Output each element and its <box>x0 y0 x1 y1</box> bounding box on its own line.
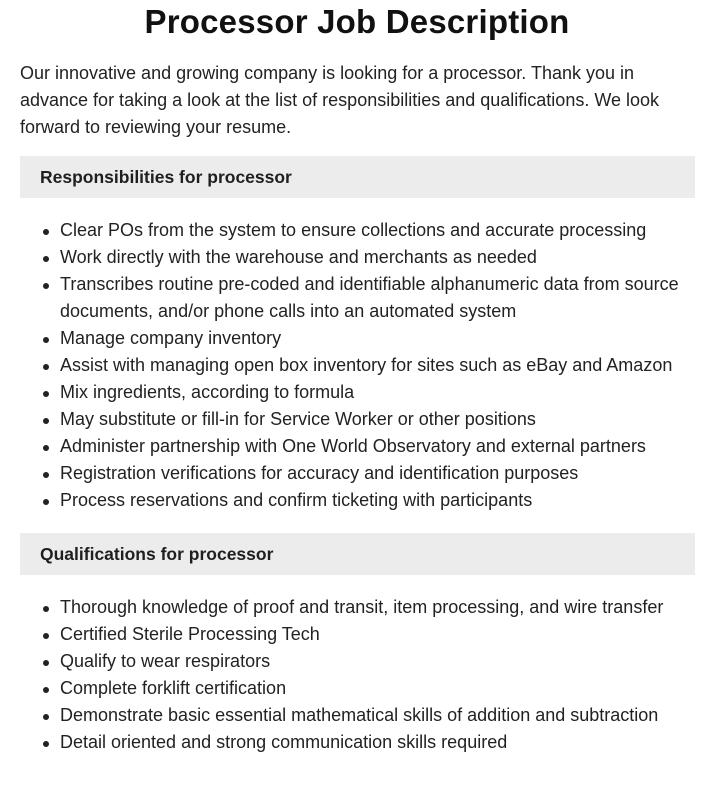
responsibilities-list <box>20 217 700 514</box>
list-item-text: Process reservations and confirm ticketing with participants <box>60 490 533 510</box>
responsibilities-heading: Responsibilities for processor <box>20 156 695 198</box>
list-item-text: Transcribes routine pre-coded and identifiable alphanumeric data from source documents, and/or phone calls into an automated system <box>60 274 679 321</box>
bullet-icon <box>43 391 49 397</box>
bullet-icon <box>43 687 49 693</box>
bullet-icon <box>43 283 49 289</box>
list-item <box>60 621 700 648</box>
list-item-text: Assist with managing open box inventory for sites such as eBay and Amazon <box>60 355 673 375</box>
list-item <box>60 648 700 675</box>
list-item <box>60 325 700 352</box>
list-item <box>60 352 700 379</box>
list-item <box>60 406 700 433</box>
list-item <box>60 217 700 244</box>
bullet-icon <box>43 364 49 370</box>
bullet-icon <box>43 472 49 478</box>
page-title: Processor Job Description <box>144 3 570 40</box>
bullet-icon <box>43 256 49 262</box>
list-item-text: May substitute or fill-in for Service Worker or other positions <box>60 409 536 429</box>
list-item <box>60 433 700 460</box>
list-item <box>60 675 700 702</box>
qualifications-list <box>20 594 700 756</box>
bullet-icon <box>43 741 49 747</box>
list-item <box>60 271 700 325</box>
list-item-text: Work directly with the warehouse and merchants as needed <box>60 247 537 267</box>
list-item <box>60 702 700 729</box>
bullet-icon <box>43 499 49 505</box>
list-item-text: Certified Sterile Processing Tech <box>60 624 320 644</box>
list-item-text: Clear POs from the system to ensure collections and accurate processing <box>60 220 647 240</box>
qualifications-heading: Qualifications for processor <box>20 533 695 575</box>
bullet-icon <box>43 229 49 235</box>
list-item <box>60 594 700 621</box>
list-item-text: Demonstrate basic essential mathematical skills of addition and subtraction <box>60 705 659 725</box>
bullet-icon <box>43 606 49 612</box>
bullet-icon <box>43 418 49 424</box>
list-item <box>60 460 700 487</box>
list-item <box>60 729 700 756</box>
bullet-icon <box>43 633 49 639</box>
list-item-text: Complete forklift certification <box>60 678 287 698</box>
list-item-text: Qualify to wear respirators <box>60 651 271 671</box>
bullet-icon <box>43 337 49 343</box>
list-item <box>60 244 700 271</box>
list-item-text: Manage company inventory <box>60 328 282 348</box>
list-item <box>60 487 700 514</box>
bullet-icon <box>43 714 49 720</box>
list-item-text: Administer partnership with One World Observatory and external partners <box>60 436 646 456</box>
list-item-text: Registration verifications for accuracy and identification purposes <box>60 463 579 483</box>
list-item-text: Thorough knowledge of proof and transit, item processing, and wire transfer <box>60 597 664 617</box>
intro-paragraph: Our innovative and growing company is looking for a processor. Thank you in advance for taking a look at the list of responsibilities and qualifications. We look forward to reviewing your resume. <box>20 63 660 137</box>
list-item <box>60 379 700 406</box>
bullet-icon <box>43 660 49 666</box>
list-item-text: Detail oriented and strong communication skills required <box>60 732 508 752</box>
bullet-icon <box>43 445 49 451</box>
list-item-text: Mix ingredients, according to formula <box>60 382 355 402</box>
